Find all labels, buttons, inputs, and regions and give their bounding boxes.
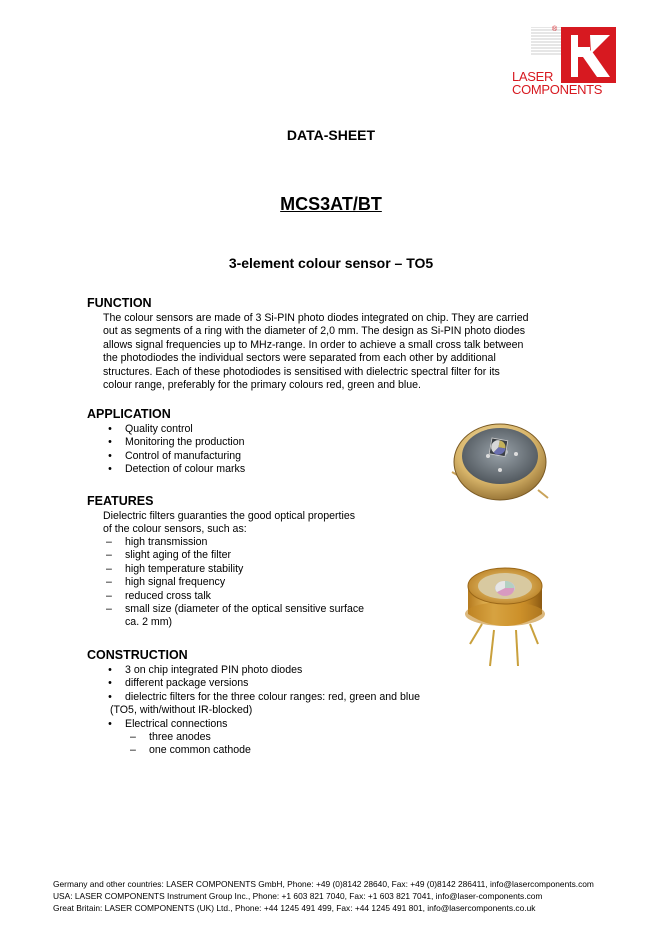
function-paragraph xyxy=(103,312,563,392)
logo-line-2: COMPONENTS xyxy=(512,82,603,97)
footer-line-germany: Germany and other countries: LASER COMPONENTS GmbH, Phone: +49 (0)8142 28640, Fax: +49 (0)8142 286411, info@lasercomponents.com xyxy=(53,879,594,889)
list-item: • Detection of colour marks xyxy=(125,463,245,476)
product-subtitle: 3-element colour sensor – TO5 xyxy=(228,255,434,271)
registered-mark: ® xyxy=(552,26,558,33)
list-item: • dielectric filters for the three colour ranges: red, green and blue xyxy=(125,691,455,704)
dash-icon: – xyxy=(106,549,112,562)
text-line: the photodiodes the individual sectors were separated from each other by additional xyxy=(103,352,496,365)
bullet-icon: • xyxy=(108,436,112,449)
text-line: The colour sensors are made of 3 Si-PIN photo diodes integrated on chip. They are carried xyxy=(103,312,529,324)
bullet-icon: • xyxy=(108,690,112,703)
dash-icon: – xyxy=(130,731,136,743)
dash-icon: – xyxy=(106,536,112,548)
bullet-icon: • xyxy=(108,664,112,676)
product-title: MCS3AT/BT xyxy=(280,194,382,214)
list-item: • Quality control xyxy=(125,423,245,436)
electrical-connections-list xyxy=(130,731,251,758)
text-line: structures. Each of these photodiodes is sensitised with dielectric spectral filter for its xyxy=(103,365,500,378)
dash-icon: – xyxy=(106,603,112,616)
list-item: – high temperature stability xyxy=(125,563,405,576)
features-list xyxy=(106,536,405,630)
list-item: • Control of manufacturing xyxy=(125,450,245,463)
list-item: – small size (diameter of the optical sensitive surface xyxy=(125,603,405,616)
text-line: allows signal frequencies up to MHz-range. In order to achieve a small cross talk between xyxy=(103,338,524,351)
footer-line-usa: USA: LASER COMPONENTS Instrument Group Inc., Phone: +1 603 821 7040, Fax: +1 603 821 7041, info@laser-components.com xyxy=(53,891,543,901)
list-item: • Monitoring the production xyxy=(125,436,245,449)
dash-icon: – xyxy=(106,576,112,589)
text-line: of the colour sensors, such as: xyxy=(103,523,247,536)
bullet-icon: • xyxy=(108,677,112,690)
construction-list xyxy=(108,664,455,731)
list-item: – three anodes xyxy=(149,731,251,744)
list-item: – high transmission xyxy=(125,536,405,549)
list-item: • Electrical connections xyxy=(125,718,455,731)
dash-icon: – xyxy=(106,589,112,602)
document-type: DATA-SHEET xyxy=(286,127,376,143)
sensor-side-view-photo xyxy=(460,562,550,672)
sensor-top-view-photo xyxy=(448,412,553,507)
list-item: – high signal frequency xyxy=(125,576,405,589)
features-heading: FEATURES xyxy=(87,494,154,508)
list-item: – reduced cross talk xyxy=(125,590,405,603)
bullet-icon: • xyxy=(108,423,112,435)
list-item: – one common cathode xyxy=(149,744,251,757)
function-heading: FUNCTION xyxy=(87,296,152,310)
bullet-icon: • xyxy=(108,449,112,462)
dash-icon: – xyxy=(130,744,136,757)
list-item-continuation: ca. 2 mm) xyxy=(125,616,173,629)
bullet-icon: • xyxy=(108,717,112,730)
list-item: • different package versions xyxy=(125,677,455,690)
text-line: Dielectric filters guaranties the good optical properties xyxy=(103,510,356,522)
list-item: – slight aging of the filter xyxy=(125,549,405,562)
text-line: out as segments of a ring with the diameter of 2,0 mm. The design as Si-PIN photo diodes xyxy=(103,325,526,338)
features-intro xyxy=(103,510,403,537)
text-line: colour range, preferably for the primary colours red, green and blue. xyxy=(103,379,421,392)
bullet-icon: • xyxy=(108,463,112,476)
footer-contacts xyxy=(53,878,594,914)
dash-icon: – xyxy=(106,562,112,575)
logo-line-1: LASER xyxy=(512,69,554,84)
list-item-continuation: (TO5, with/without IR-blocked) xyxy=(110,704,253,717)
application-list xyxy=(108,423,246,477)
list-item: • 3 on chip integrated PIN photo diodes xyxy=(125,664,455,677)
application-heading: APPLICATION xyxy=(87,407,171,421)
logo-wordmark xyxy=(512,70,602,96)
construction-heading: CONSTRUCTION xyxy=(87,648,188,662)
footer-line-uk: Great Britain: LASER COMPONENTS (UK) Ltd., Phone: +44 1245 491 499, Fax: +44 1245 491 801, info@lasercomponents.co.uk xyxy=(53,903,536,913)
